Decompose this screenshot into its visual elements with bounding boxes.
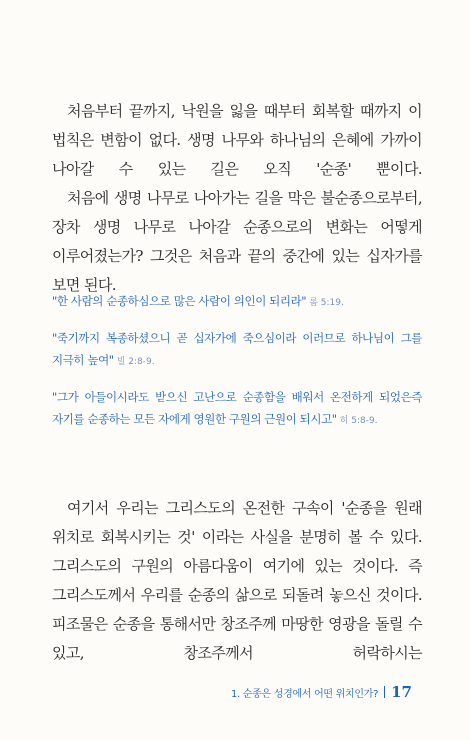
quote-2 [52, 327, 422, 373]
quote-text: "그가 아들이시라도 받으신 고난으로 순종함을 배워서 온전하게 되었은즉 자기를 순종하는 모든 자에게 영원한 구원의 근원이 되시고" [52, 390, 422, 426]
quote-text: "죽기까지 복종하셨으니 곧 십자가에 죽으심이라 이러므로 하나님이 그를 지극히 높여" [52, 331, 422, 367]
page-number: 17 [391, 683, 412, 701]
paragraph-1: 처음부터 끝까지, 낙원을 잃을 때부터 회복할 때까지 이 법칙은 변함이 없다. 생명 나무와 하나님의 은혜에 가까이 나아갈 수 있는 길은 오직 '순종' 뿐이다. [52, 102, 422, 178]
paragraph-2: 처음에 생명 나무로 나아가는 길을 막은 불순종으로부터, 장차 생명 나무로 나아갈 순종으로의 변화는 어떻게 이루어졌는가? 그것은 처음과 끝의 중간에 있는 십자가를 보면 된다. [52, 189, 422, 294]
quote-1 [52, 290, 422, 314]
quote-reference: 롬 5:19. [309, 298, 344, 308]
paragraph-3: 여기서 우리는 그리스도의 온전한 구속이 '순종을 원래 위치로 회복시키는 것' 이라는 사실을 분명히 볼 수 있다. 그리스도의 구원의 아름다움이 여기에 있는 것이다. 즉 그리스도께서 우리를 순종의 삶으로 되돌려 놓으신 것이다. 피조물은 순종을 통해서만 창조주께 마땅한 영광을 돌릴 수 있고, 창조주께서 허락하시는 [52, 499, 422, 662]
quote-reference: 빌 2:8-9. [116, 357, 155, 367]
chapter-title: 1. 순종은 성경에서 어떤 위치인가? [230, 688, 379, 700]
page-footer [231, 683, 412, 701]
scripture-quotes [52, 290, 422, 445]
quote-3 [52, 386, 422, 432]
quote-reference: 히 5:8-9. [339, 416, 378, 426]
footer-divider [384, 686, 385, 698]
quote-text: "한 사람의 순종하심으로 많은 사람이 의인이 되리라" [52, 294, 307, 308]
